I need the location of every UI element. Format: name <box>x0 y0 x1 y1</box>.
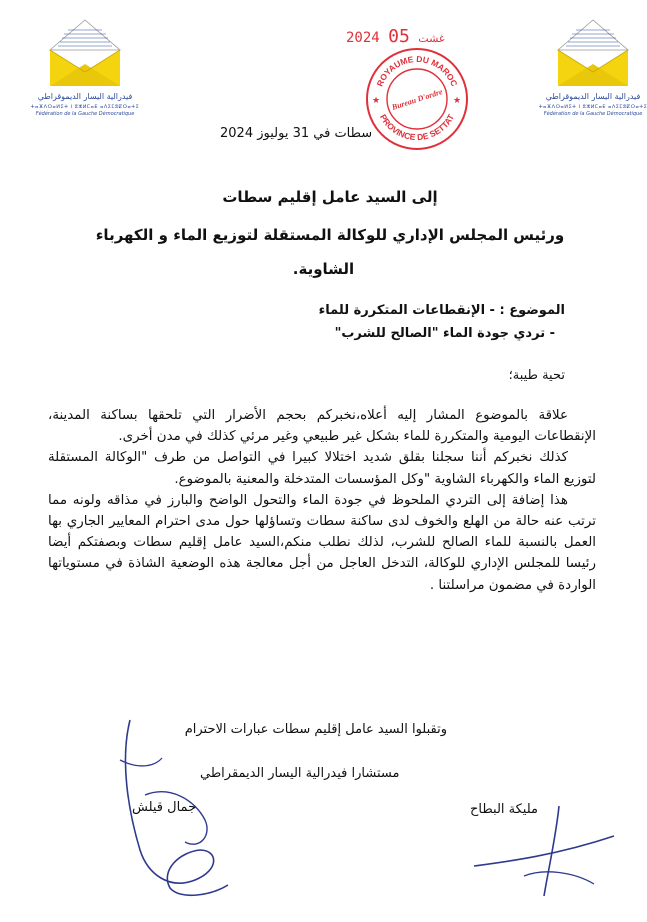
signer-left-name: جمال قيلش <box>132 800 197 815</box>
logo-right <box>538 14 647 120</box>
envelope-icon <box>30 14 140 90</box>
signers-title: مستشارا فيدرالية اليسار الديمقراطي <box>200 766 400 781</box>
svg-text:PROVINCE DE SETTAT <box>378 112 456 142</box>
logo-french-name: Fédération de la Gauche Démocratique <box>543 111 643 117</box>
registration-day: 05 <box>388 26 410 47</box>
subject-line-2: - تردي جودة الماء "الصالح للشرب" <box>334 326 555 341</box>
logo-left <box>30 14 140 120</box>
signer-right-name: مليكة البطاح <box>470 802 538 817</box>
greeting: تحية طيبة؛ <box>508 368 565 383</box>
city-date: سطات في 31 يوليوز 2024 <box>220 126 373 141</box>
closing: وتقبلوا السيد عامل إقليم سطات عبارات الاحترام <box>184 722 447 737</box>
letter-body <box>48 405 596 596</box>
addressee-line-3: الشاوية. <box>292 260 355 278</box>
body-paragraph: علاقة بالموضوع المشار إليه أعلاه،نخبركم بحجم الأضرار التي تلحقها بساكنة المدينة، الإنقطاعات اليومية والمتكررة للماء بشكل غير طبيعي وغير مرئي كذلك في مدن أخرى. <box>48 408 596 445</box>
body-paragraph: هذا إضافة إلى التردي الملحوظ في جودة الماء والتحول الواضح والبارز في مذاقه ولونه مما ترتب عنه حالة من الهلع والخوف لدى ساكنة سطات وتساؤلها حول مدى احترام المعايير الجاري بها العمل بالنسبة للماء الصالح للشرب، لذلك نطلب منكم،السيد عامل إقليم سطات وبصفتكم أيضا رئيسا للمجلس الإداري للوكالة، التدخل العاجل من أجل معالجة هذه الوضعية الشاذة في مستوياتها الواردة في مضمون مراسلتنا . <box>48 492 596 593</box>
stamp-center-text: Bureau D'ordre <box>390 87 444 112</box>
envelope-icon <box>538 14 647 90</box>
body-paragraph: كذلك نخبركم أننا سجلنا بقلق شديد اختلالا كبيرا في التواصل من طرف "الوكالة المستقلة لتوزيع الماء والكهرباء الشاوية "وكل المؤسسات المتدخلة والمعنية بالموضوع. <box>48 450 596 487</box>
logo-arabic-name: فيدرالية اليسار الديموقراطي <box>545 92 641 101</box>
addressee-line-2: ورئيس المجلس الإداري للوكالة المستقلة لتوزيع الماء و الكهرباء <box>95 226 565 244</box>
registration-year: 2024 <box>346 30 380 46</box>
logo-arabic-name: فيدرالية اليسار الديموقراطي <box>37 92 133 101</box>
logo-berber-name: ⵜⴰⴼⴷⵔⴰⵍⵉⵜ ⵏ ⵓⵣⵍⵎⴰⴹ ⴰⴷⵉⵎⵓⵇⵔⴰⵜⵉ <box>30 104 140 110</box>
logo-berber-name: ⵜⴰⴼⴷⵔⴰⵍⵉⵜ ⵏ ⵓⵣⵍⵎⴰⴹ ⴰⴷⵉⵎⵓⵇⵔⴰⵜⵉ <box>538 104 647 110</box>
svg-text:★: ★ <box>372 96 381 106</box>
registration-month: غشت <box>418 32 445 45</box>
stamp-top-text: ROYAUME DU MAROC <box>374 53 460 88</box>
registration-date <box>346 26 445 47</box>
subject-line-1: الموضوع : - الإنقطاعات المتكررة للماء <box>318 303 565 318</box>
logo-french-name: Fédération de la Gauche Démocratique <box>35 111 135 117</box>
official-stamp <box>364 46 470 152</box>
addressee-line-1: إلى السيد عامل إقليم سطات <box>222 188 438 206</box>
stamp-bottom-text: PROVINCE DE SETTAT <box>378 112 456 143</box>
svg-text:★: ★ <box>453 96 462 106</box>
